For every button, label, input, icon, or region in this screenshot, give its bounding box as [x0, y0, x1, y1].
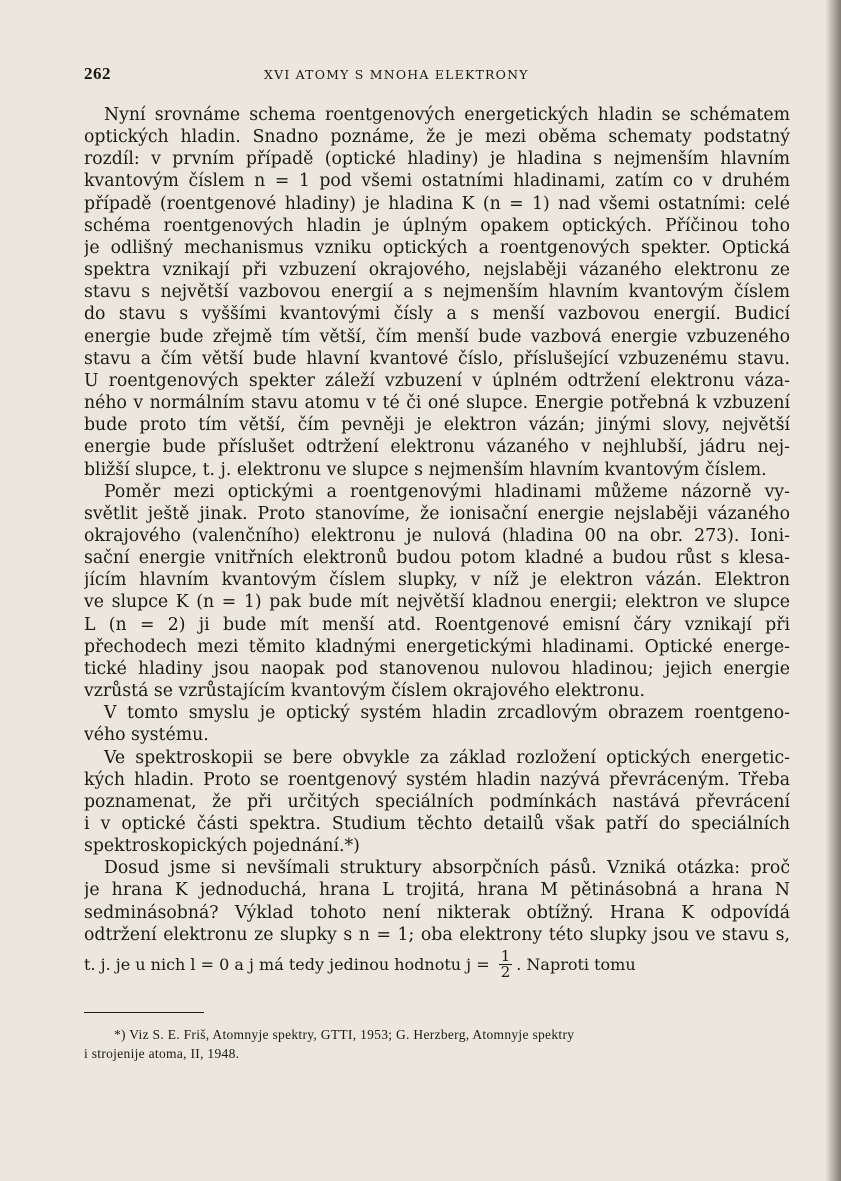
- text-line: případě (roentgenové hladiny) je hladina K (n = 1) nad všemi ostatními: celé: [84, 193, 790, 214]
- book-page: [84, 64, 790, 1063]
- text-line: sační energie vnitřních elektronů budou potom kladné a budou růst s klesa-: [84, 548, 790, 569]
- text-line: ného v normálním stavu atomu v té či oné slupce. Energie potřebná k vzbuzení: [84, 393, 790, 414]
- text-line: Nyní srovnáme schema roentgenových energetických hladin se schématem: [104, 105, 790, 125]
- text-line: energie bude zřejmě tím větší, čím menší bude vazbová energie vzbuzeného: [84, 326, 790, 347]
- text-line: vého systému.: [84, 725, 209, 746]
- text-line: optických hladin. Snadno poznáme, že je mezi oběma schematy podstatný: [84, 127, 790, 148]
- text-line: energie bude příslušet odtržení elektronu vázaného v nejhlubší, jádru nej-: [84, 437, 790, 458]
- text-line: bližší slupce, t. j. elektronu ve slupce s nejmenším hlavním kvantovým číslem.: [84, 459, 767, 480]
- text-line: do stavu s vyššími kvantovými čísly a s menší vazbovou energií. Budicí: [84, 304, 790, 325]
- text-line: sedminásobná? Výklad tohoto není nikterak obtížný. Hrana K odpovídá: [84, 902, 790, 923]
- page-header: [84, 64, 790, 88]
- formula-line: [84, 948, 790, 982]
- text-line: kvantovým číslem n = 1 pod všemi ostatními hladinami, zatím co v druhém: [84, 171, 790, 192]
- text-line: tické hladiny jsou naopak pod stanovenou nulovou hladinou; jejich energie: [84, 658, 790, 679]
- footnote-line-1: *) Viz S. E. Friš, Atomnyje spektry, GTTI, 1953; G. Herzberg, Atomnyje spektry: [114, 1026, 575, 1042]
- text-line: kých hladin. Proto se roentgenový systém hladin nazývá převráceným. Třeba: [84, 769, 790, 790]
- text-line: ve slupce K (n = 1) pak bude mít největší kladnou energii; elektron ve slupce: [84, 592, 790, 613]
- footnote-rule: [84, 1012, 204, 1013]
- text-line: L (n = 2) ji bude mít menší atd. Roentgenové emisní čáry vznikají při: [84, 614, 790, 635]
- text-line: okrajového (valenčního) elektronu je nulová (hladina 00 na obr. 273). Ioni-: [84, 525, 790, 546]
- text-line: poznamenat, že při určitých speciálních podmínkách nastává převrácení: [84, 791, 790, 812]
- text-line: U roentgenových spekter záleží vzbuzení v úplném odtržení elektronu váza-: [84, 370, 790, 391]
- text-line: Dosud jsme si nevšímali struktury absorpčních pásů. Vzniká otázka: proč: [104, 858, 790, 879]
- text-line: Ve spektroskopii se bere obvykle za základ rozložení optických energetic-: [104, 747, 790, 768]
- text-line: je odlišný mechanismus vzniku optických a roentgenových spekter. Optická: [84, 237, 790, 258]
- footnote-line-2: i strojenije atoma, II, 1948.: [84, 1045, 240, 1061]
- text-line: odtržení elektronu ze slupky s n = 1; oba elektrony této slupky jsou ve stavu s,: [84, 924, 790, 945]
- text-line: Poměr mezi optickými a roentgenovými hladinami můžeme názorně vy-: [104, 481, 790, 502]
- fraction-denominator: 2: [500, 963, 511, 982]
- page-edge-shadow: [825, 0, 841, 1181]
- text-line: schéma roentgenových hladin je úplným opakem optických. Příčinou toho: [84, 215, 790, 236]
- text-line: spektra vznikají při vzbuzení okrajového, nejslaběji vázaného elektronu ze: [84, 260, 790, 281]
- formula-text-before: t. j. je u nich l = 0 a j má tedy jedinou hodnotu j =: [84, 955, 495, 975]
- text-line: bude proto tím větší, čím pevněji je elektron vázán; jinými slovy, největší: [84, 415, 790, 436]
- page-number: 262: [84, 64, 111, 83]
- text-line: stavu s největší vazbovou energií a s nejmenším hlavním kvantovým číslem: [84, 282, 790, 303]
- formula-text-after: . Naproti tomu: [516, 955, 636, 975]
- text-line: i v optické části spektra. Studium těchto detailů však patří do speciálních: [84, 814, 790, 834]
- text-line: světlit ještě jinak. Proto stanovíme, že ionisační energie nejslaběji vázaného: [84, 503, 790, 524]
- text-line: V tomto smyslu je optický systém hladin zrcadlovým obrazem roentgeno-: [104, 703, 790, 724]
- text-line: vzrůstá se vzrůstajícím kvantovým číslem okrajového elektronu.: [84, 681, 645, 702]
- body-text: [84, 104, 790, 946]
- fraction: [499, 949, 513, 980]
- fraction-numerator: 1: [500, 947, 511, 966]
- text-line: jícím hlavním kvantovým číslem slupky, v níž je elektron vázán. Elektron: [84, 570, 790, 591]
- text-line: rozdíl: v prvním případě (optické hladiny) je hladina s nejmenším hlavním: [84, 149, 790, 170]
- text-line: přechodech mezi těmito kladnými energetickými hladinami. Optické energe-: [84, 636, 790, 657]
- footnote: [84, 1025, 790, 1063]
- text-line: stavu a čím větší bude hlavní kvantové číslo, příslušející vzbuzenému stavu.: [84, 348, 790, 369]
- text-line: spektroskopických pojednání.*): [84, 836, 360, 857]
- text-line: je hrana K jednoduchá, hrana L trojitá, hrana M pětinásobná a hrana N: [84, 880, 790, 901]
- running-head: XVI ATOMY S MNOHA ELEKTRONY: [264, 67, 529, 82]
